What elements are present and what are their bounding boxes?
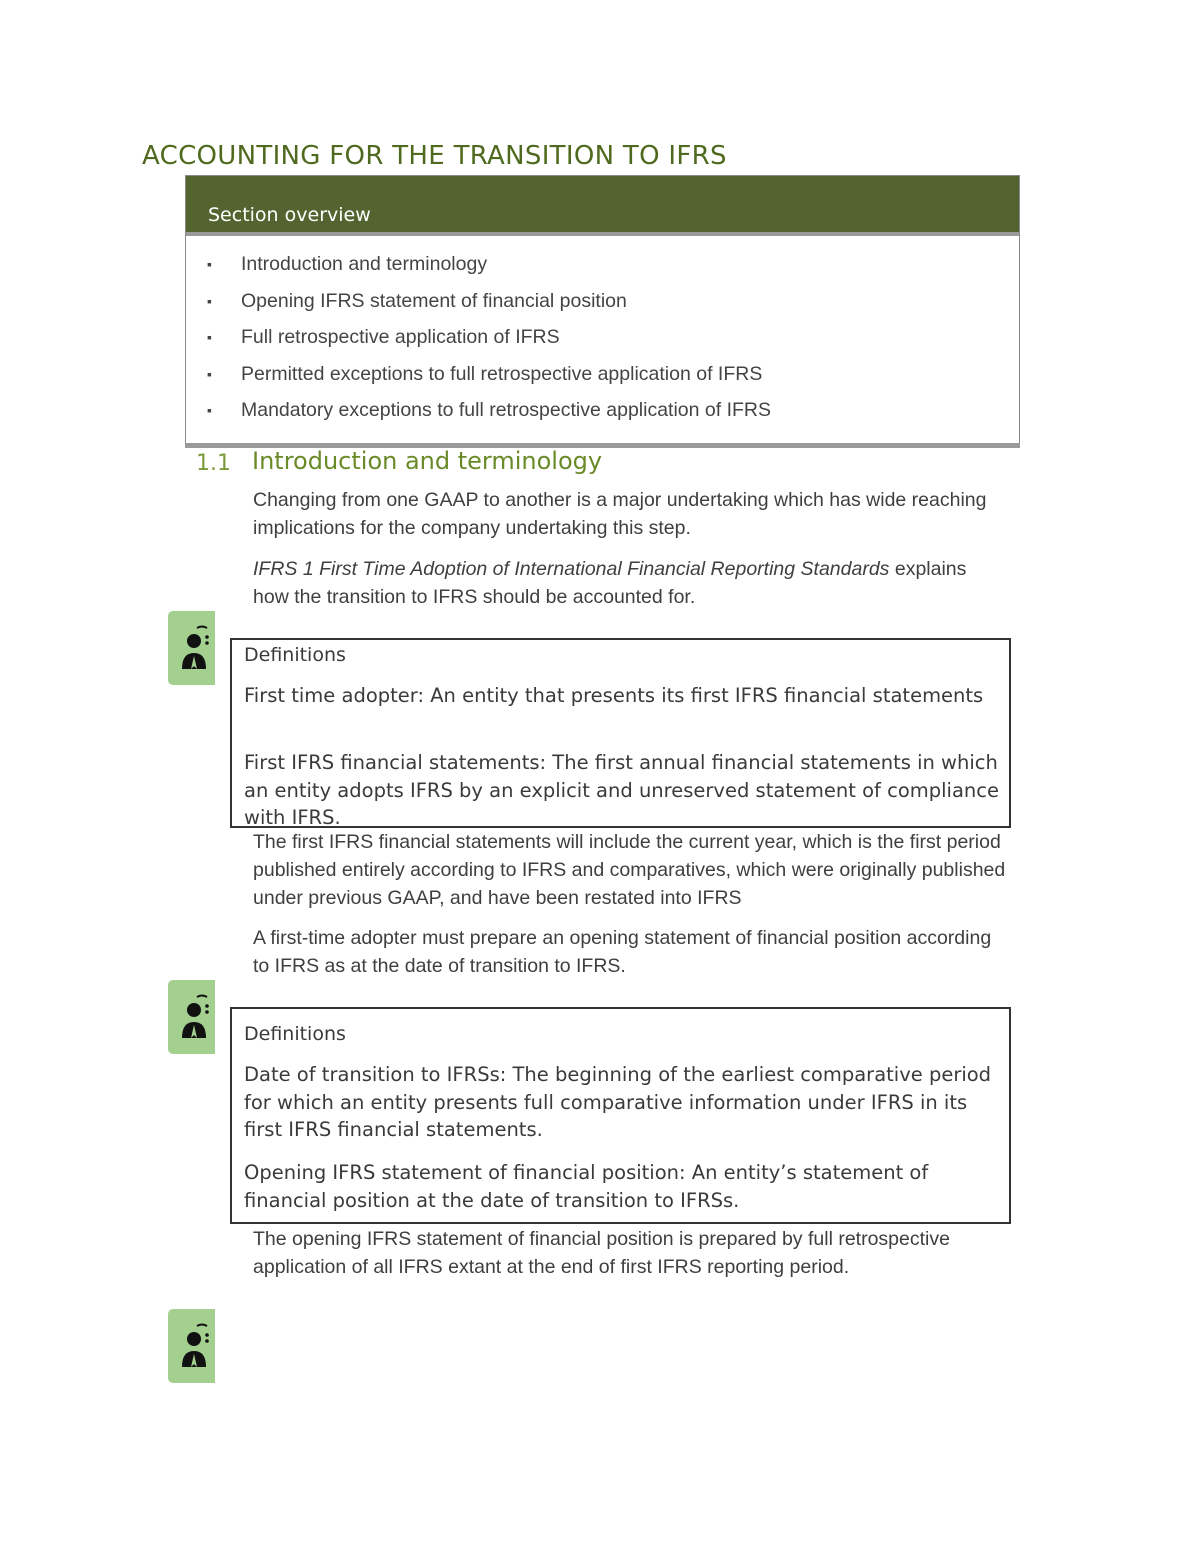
bullet-icon: ▪ bbox=[207, 329, 212, 345]
definition-item: Date of transition to IFRSs: The beginning of the earliest comparative period for which an entity presents full comparative information under IFRS in its first IFRS financial statements. bbox=[244, 1063, 992, 1141]
section-overview-header bbox=[186, 176, 1019, 236]
definition-item: Opening IFRS statement of financial position: An entity’s statement of financial position at the date of transition to IFRSs. bbox=[244, 1161, 929, 1212]
definitions-box bbox=[230, 638, 1011, 828]
document-title: ACCOUNTING FOR THE TRANSITION TO IFRS bbox=[142, 141, 727, 171]
paragraph-gaap-change: Changing from one GAAP to another is a major undertaking which has wide reaching implications for the company undertaking this step. bbox=[253, 489, 987, 539]
paragraph-first-statements: The first IFRS financial statements will include the current year, which is the first period published entirely according to IFRS and comparatives, which were originally published under previous GAAP, and have been restated into IFRS bbox=[253, 831, 1006, 909]
ifrs1-standard-name: IFRS 1 First Time Adoption of International Financial Reporting Standards bbox=[253, 558, 890, 580]
paragraph-retrospective: The opening IFRS statement of financial position is prepared by full retrospective application of all IFRS extant at the end of first IFRS reporting period. bbox=[253, 1228, 950, 1278]
paragraph-opening-statement: A first-time adopter must prepare an opening statement of financial position according to IFRS as at the date of transition to IFRS. bbox=[253, 927, 992, 977]
definitions-box bbox=[230, 1007, 1011, 1224]
section-overview-box: Section overview ▪ Introduction and terminology ▪ Opening IFRS statement of financial position ▪ Full retrospective application of IFRS ▪ Permitted exceptions to full retrospective application of IFRS ▪ Mandatory exceptions to full retrospective application of IFRS bbox=[185, 175, 1020, 447]
definition-item: First IFRS financial statements: The first annual financial statements in which an entity adopts IFRS by an explicit and unreserved statement of compliance with IFRS. bbox=[244, 751, 1000, 829]
paragraph-ifrs1: IFRS 1 First Time Adoption of International Financial Reporting Standards explains how the transition to IFRS should be accounted for. bbox=[253, 558, 967, 608]
definition-person-icon bbox=[168, 1309, 215, 1383]
definition-person-icon bbox=[168, 611, 215, 685]
section-overview-heading: Section overview bbox=[208, 204, 371, 226]
section-number: 1.1 bbox=[196, 451, 231, 476]
definition-person-icon bbox=[168, 980, 215, 1054]
definitions-heading: Definitions bbox=[244, 644, 346, 666]
bullet-icon: ▪ bbox=[207, 256, 212, 272]
bullet-icon: ▪ bbox=[207, 402, 212, 418]
section-title: Introduction and terminology bbox=[252, 447, 603, 475]
definition-item: First time adopter: An entity that presents its first IFRS financial statements bbox=[244, 684, 984, 707]
bullet-icon: ▪ bbox=[207, 365, 212, 382]
bullet-icon: ▪ bbox=[207, 292, 212, 309]
definitions-heading: Definitions bbox=[244, 1023, 346, 1045]
